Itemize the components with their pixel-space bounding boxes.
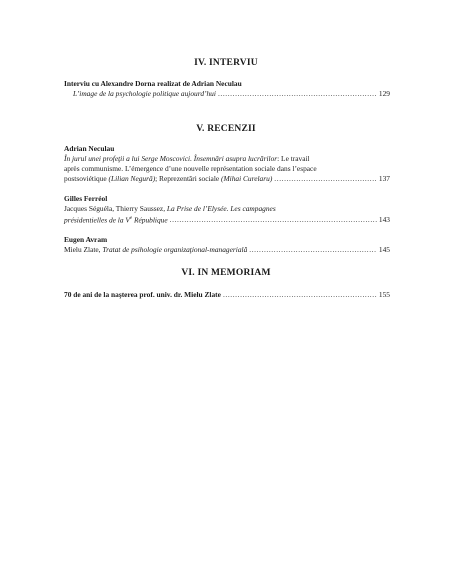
toc-entry-memoriam[interactable]: [64, 290, 390, 300]
section-heading-memoriam: VI. IN MEMORIAM: [181, 268, 271, 278]
section-heading-recenzii: V. RECENZII: [196, 124, 256, 134]
page-number: 143: [378, 215, 390, 225]
entry-title: Tratat de psihologie organizaţional-managerială: [102, 245, 248, 254]
toc-entry-recenzie-neculau[interactable]: [64, 144, 390, 184]
entry-superscript: e: [129, 216, 133, 221]
entry-title: République: [132, 215, 168, 225]
toc-entry-interviu[interactable]: [64, 79, 390, 99]
section-heading-interviu: IV. INTERVIU: [194, 58, 258, 68]
entry-text: postsoviétique: [64, 174, 109, 183]
entry-text: après communisme. L’émergence d’une nouvelle représentation sociale dans l’espace: [64, 164, 317, 173]
entry-text: Mielu Zlate,: [64, 245, 103, 254]
dot-leader: [170, 215, 377, 225]
entry-title: L’image de la psychologie politique aujourd’hui: [73, 89, 216, 98]
entry-author: Gilles Ferréol: [64, 194, 108, 203]
entry-text: ; Reprezentări sociale: [155, 174, 222, 183]
toc-entry-recenzie-avram[interactable]: [64, 235, 390, 255]
page-number: 145: [378, 245, 390, 254]
entry-text: Jacques Séguéla, Thierry Saussez,: [64, 204, 167, 213]
dot-leader: [274, 174, 377, 184]
page-number: 137: [378, 174, 390, 183]
entry-title: 70 de ani de la naşterea prof. univ. dr. Mielu Zlate: [64, 290, 221, 299]
entry-author: Eugen Avram: [64, 235, 108, 244]
toc-entry-recenzie-ferreol[interactable]: [64, 194, 390, 225]
dot-leader: [218, 89, 377, 99]
page-number: 129: [378, 89, 390, 98]
page-number: 155: [378, 290, 390, 299]
entry-author: Interviu cu Alexandre Dorna realizat de Adrian Neculau: [64, 79, 242, 88]
entry-author: Adrian Neculau: [64, 144, 115, 153]
entry-text-italic: (Lilian Negură): [108, 174, 156, 183]
entry-text-italic: (Mihai Curelaru): [221, 174, 273, 183]
dot-leader: [223, 290, 377, 300]
entry-title: présidentielles de la V: [64, 215, 130, 225]
dot-leader: [249, 245, 377, 255]
entry-title: În jurul unei profeţii a lui Serge Moscovici. Însemnări asupra lucrărilor: [64, 154, 278, 163]
entry-text: : Le travail: [277, 154, 310, 163]
entry-title: La Prise de l’Elysée. Les campagnes: [166, 204, 276, 213]
